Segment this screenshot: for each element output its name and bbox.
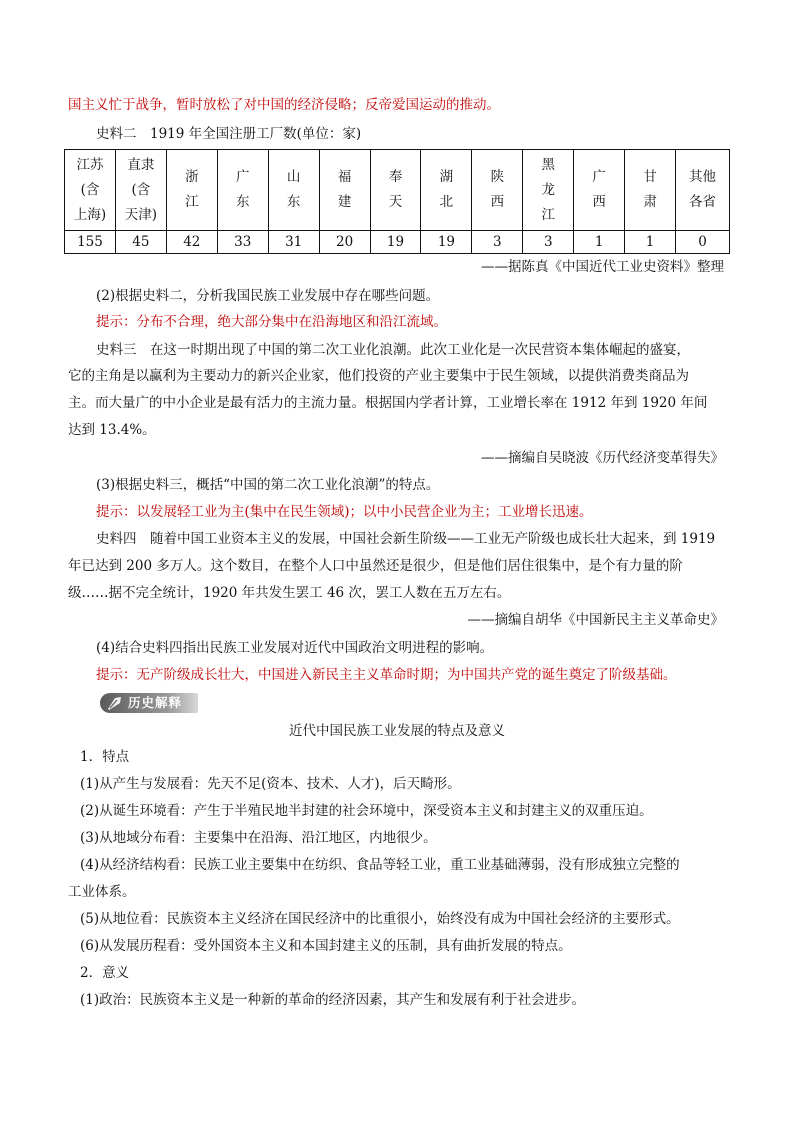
province-name-part: 西	[592, 194, 606, 210]
province-name-part: 天津)	[124, 206, 158, 223]
province-name-part: 甘	[643, 169, 657, 185]
province-name-part: 黑	[541, 156, 555, 173]
source-4-line: 年已达到 200 多万人。这个数目，在整个人口中虽然还是很少，但是他们居住很集中，是个有力量的阶	[68, 558, 683, 574]
province-name-part: 建	[337, 194, 352, 210]
province-name-part: 西	[490, 194, 505, 210]
province-cell	[268, 150, 319, 231]
province-name-part: 陕	[490, 169, 505, 185]
table-value-row	[65, 231, 730, 254]
badge-label: 历史解释	[128, 695, 183, 710]
province-name-part: 奉	[388, 169, 403, 185]
province-name-part: 上海)	[73, 206, 107, 223]
history-interpretation-badge	[100, 693, 198, 713]
province-name-part: 福	[337, 169, 352, 185]
province-cell	[472, 150, 523, 231]
section-heading: 2．意义	[80, 965, 130, 981]
question-3: (3)根据史料三，概括“中国的第二次工业化浪潮”的特点。	[96, 477, 440, 493]
province-name-part: 东	[235, 194, 250, 210]
province-cell	[65, 150, 116, 231]
province-name-part: 北	[439, 194, 454, 210]
factory-count-cell: 31	[268, 231, 319, 254]
factory-count-cell: 33	[217, 231, 268, 254]
province-name-part: 广	[592, 169, 606, 185]
feature-point: (4)从经济结构看：民族工业主要集中在纺织、食品等轻工业，重工业基础薄弱，没有形成独立完整的	[80, 857, 680, 873]
province-name-part: 江苏	[76, 156, 104, 173]
feature-point: (5)从地位看：民族资本主义经济在国民经济中的比重很小，始终没有成为中国社会经济的主要形式。	[80, 911, 680, 927]
feature-point: (6)从发展历程看：受外国资本主义和本国封建主义的压制，具有曲折发展的特点。	[80, 938, 572, 954]
question-4-hint: 提示：无产阶级成长壮大，中国进入新民主主义革命时期；为中国共产党的诞生奠定了阶级基础。	[96, 667, 677, 683]
source-3-line: 达到 13.4%。	[68, 422, 156, 438]
province-name-part: (含	[80, 181, 100, 198]
question-3-hint: 提示：以发展轻工业为主(集中在民生领域)；以中小民营企业为主；工业增长迅速。	[96, 504, 593, 520]
source-2-title: 史料二 1919 年全国注册工厂数(单位：家)	[96, 126, 362, 142]
province-cell	[115, 150, 166, 231]
province-name-part: 直隶	[127, 156, 155, 173]
feature-point: (3)从地域分布看：主要集中在沿海、沿江地区，内地很少。	[80, 830, 437, 846]
factory-count-cell: 1	[625, 231, 676, 254]
source-4-citation: ——摘编自胡华《中国新民主主义革命史》	[467, 612, 724, 628]
province-cell	[625, 150, 676, 231]
factory-count-cell: 155	[65, 231, 116, 254]
factory-count-cell: 19	[370, 231, 421, 254]
province-cell	[523, 150, 574, 231]
table-header-row	[65, 150, 730, 231]
factory-count-cell: 45	[115, 231, 166, 254]
province-name-part: 湖	[439, 169, 454, 185]
province-name-part: 天	[388, 194, 403, 210]
feature-point: (1)从产生与发展看：先天不足(资本、技术、人才)，后天畸形。	[80, 776, 461, 792]
source-4-line: 史料四 随着中国工业资本主义的发展，中国社会新生阶级——工业无产阶级也成长壮大起来，到 1919	[96, 531, 716, 547]
section-heading: 1．特点	[80, 749, 130, 765]
factory-count-cell: 42	[166, 231, 217, 254]
province-cell	[319, 150, 370, 231]
province-name-part: 江	[185, 194, 199, 210]
province-name-part: 东	[286, 194, 301, 210]
province-name-part: 山	[286, 169, 301, 185]
feature-point: (2)从诞生环境看：产生于半殖民地半封建的社会环境中，深受资本主义和封建主义的双重压迫。	[80, 803, 653, 819]
factory-count-cell: 3	[472, 231, 523, 254]
source-3-line: 史料三 在这一时期出现了中国的第二次工业化浪潮。此次工业化是一次民营资本集体崛起的盛宴，	[96, 342, 690, 358]
province-name-part: 龙	[541, 181, 555, 198]
feature-point-continued: 工业体系。	[68, 884, 136, 900]
province-cell	[370, 150, 421, 231]
factory-count-table	[64, 149, 730, 254]
factory-count-cell: 3	[523, 231, 574, 254]
province-name-part: 各省	[689, 194, 716, 210]
province-cell	[217, 150, 268, 231]
province-cell	[676, 150, 730, 231]
province-cell	[421, 150, 472, 231]
province-name-part: 其他	[689, 169, 716, 185]
question-2-hint: 提示：分布不合理，绝大部分集中在沿海地区和沿江流域。	[96, 314, 447, 330]
source-3-citation: ——摘编自吴晓波《历代经济变革得失》	[481, 450, 724, 466]
province-cell	[574, 150, 625, 231]
province-name-part: 浙	[185, 169, 199, 185]
province-name-part: 江	[541, 206, 555, 223]
analysis-title: 近代中国民族工业发展的特点及意义	[289, 723, 505, 739]
province-name-part: 广	[235, 169, 250, 185]
factory-count-cell: 20	[319, 231, 370, 254]
significance-point: (1)政治：民族资本主义是一种新的革命的经济因素，其产生和发展有利于社会进步。	[80, 992, 586, 1008]
factory-count-cell: 0	[676, 231, 730, 254]
source-3-line: 主。而大量广的中小企业是最有活力的主流力量。根据国内学者计算，工业增长率在 1912 年到 1920 年间	[68, 395, 708, 411]
answer-hint-continued: 国主义忙于战争，暂时放松了对中国的经济侵略；反帝爱国运动的推动。	[68, 97, 500, 113]
province-cell	[166, 150, 217, 231]
question-2: (2)根据史料二，分析我国民族工业发展中存在哪些问题。	[96, 288, 440, 304]
province-name-part: (含	[131, 181, 151, 198]
factory-count-cell: 1	[574, 231, 625, 254]
factory-count-cell: 19	[421, 231, 472, 254]
source-4-line: 级……据不完全统计，1920 年共发生罢工 46 次，罢工人数在五万左右。	[68, 585, 511, 601]
source-2-citation: ——据陈真《中国近代工业史资料》整理	[481, 259, 724, 275]
question-4: (4)结合史料四指出民族工业发展对近代中国政治文明进程的影响。	[96, 640, 494, 656]
source-3-line: 它的主角是以赢利为主要动力的新兴企业家，他们投资的产业主要集中于民生领域，以提供消费类商品为	[68, 368, 689, 384]
province-name-part: 肃	[643, 194, 657, 210]
pen-nib-icon	[106, 695, 124, 711]
